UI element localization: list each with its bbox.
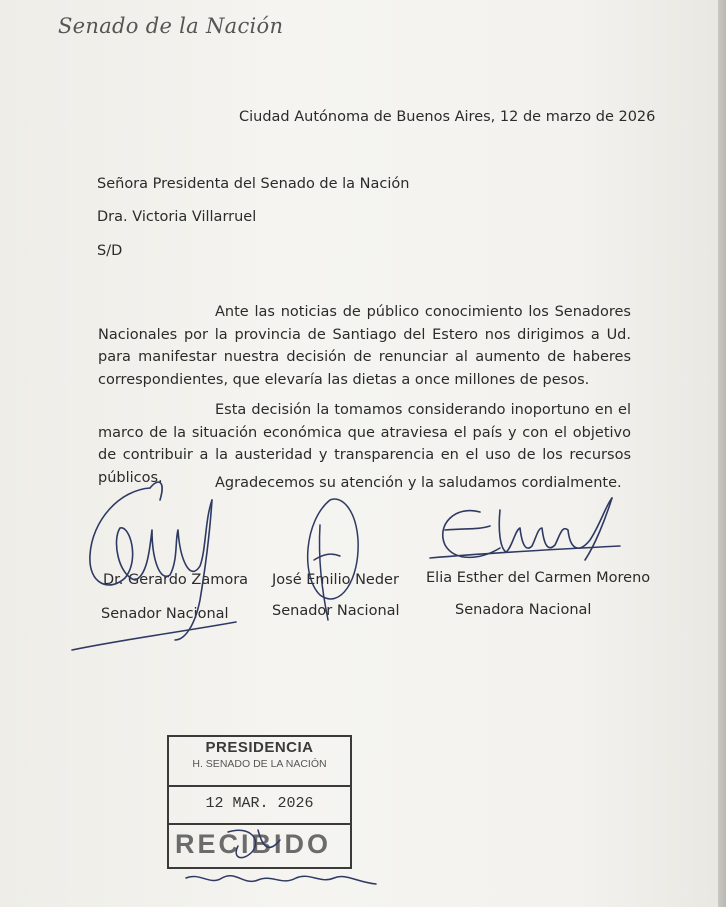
stamp-divider-bottom xyxy=(169,823,350,825)
date-line: Ciudad Autónoma de Buenos Aires, 12 de marzo de 2026 xyxy=(239,109,656,125)
signatory-3-title: Senadora Nacional xyxy=(455,602,592,618)
page-edge xyxy=(718,0,726,907)
recipient-line-2: Dra. Victoria Villarruel xyxy=(97,209,257,225)
received-stamp xyxy=(167,735,352,869)
body-paragraph-1: Ante las noticias de público conocimiento los Senadores Nacionales por la provincia de Santiago del Estero nos dirigimos a Ud. para manifestar nuestra decisión de renunciar al aumento de haberes correspondientes, que elevaría las dietas a once millones de pesos. xyxy=(98,304,631,388)
signatory-3-name: Elia Esther del Carmen Moreno xyxy=(426,570,651,586)
signatory-2-name: José Emilio Neder xyxy=(272,572,399,588)
stamp-divider-top xyxy=(169,785,350,787)
stamp-received: RECIBIDO xyxy=(175,829,332,859)
stamp-date: 12 MAR. 2026 xyxy=(205,795,314,812)
stamp-title: PRESIDENCIA xyxy=(205,739,314,756)
signatory-1-name: Dr. Gerardo Zamora xyxy=(103,572,249,588)
signatory-2-title: Senador Nacional xyxy=(272,603,400,619)
recipient-line-1: Señora Presidenta del Senado de la Nación xyxy=(97,176,410,192)
letterhead: Senado de la Nación xyxy=(58,14,284,38)
stamp-subtitle: H. SENADO DE LA NACIÓN xyxy=(192,758,327,770)
recipient-line-3: S/D xyxy=(97,243,123,259)
closing-line: Agradecemos su atención y la saludamos cordialmente. xyxy=(215,475,622,491)
body-paragraph-2: Esta decisión la tomamos considerando inoportuno en el marco de la situación económica que atraviesa el país y con el objetivo de contribuir a la austeridad y transparencia en el uso de los recursos públicos. xyxy=(98,402,631,486)
signatory-1-title: Senador Nacional xyxy=(101,606,229,622)
